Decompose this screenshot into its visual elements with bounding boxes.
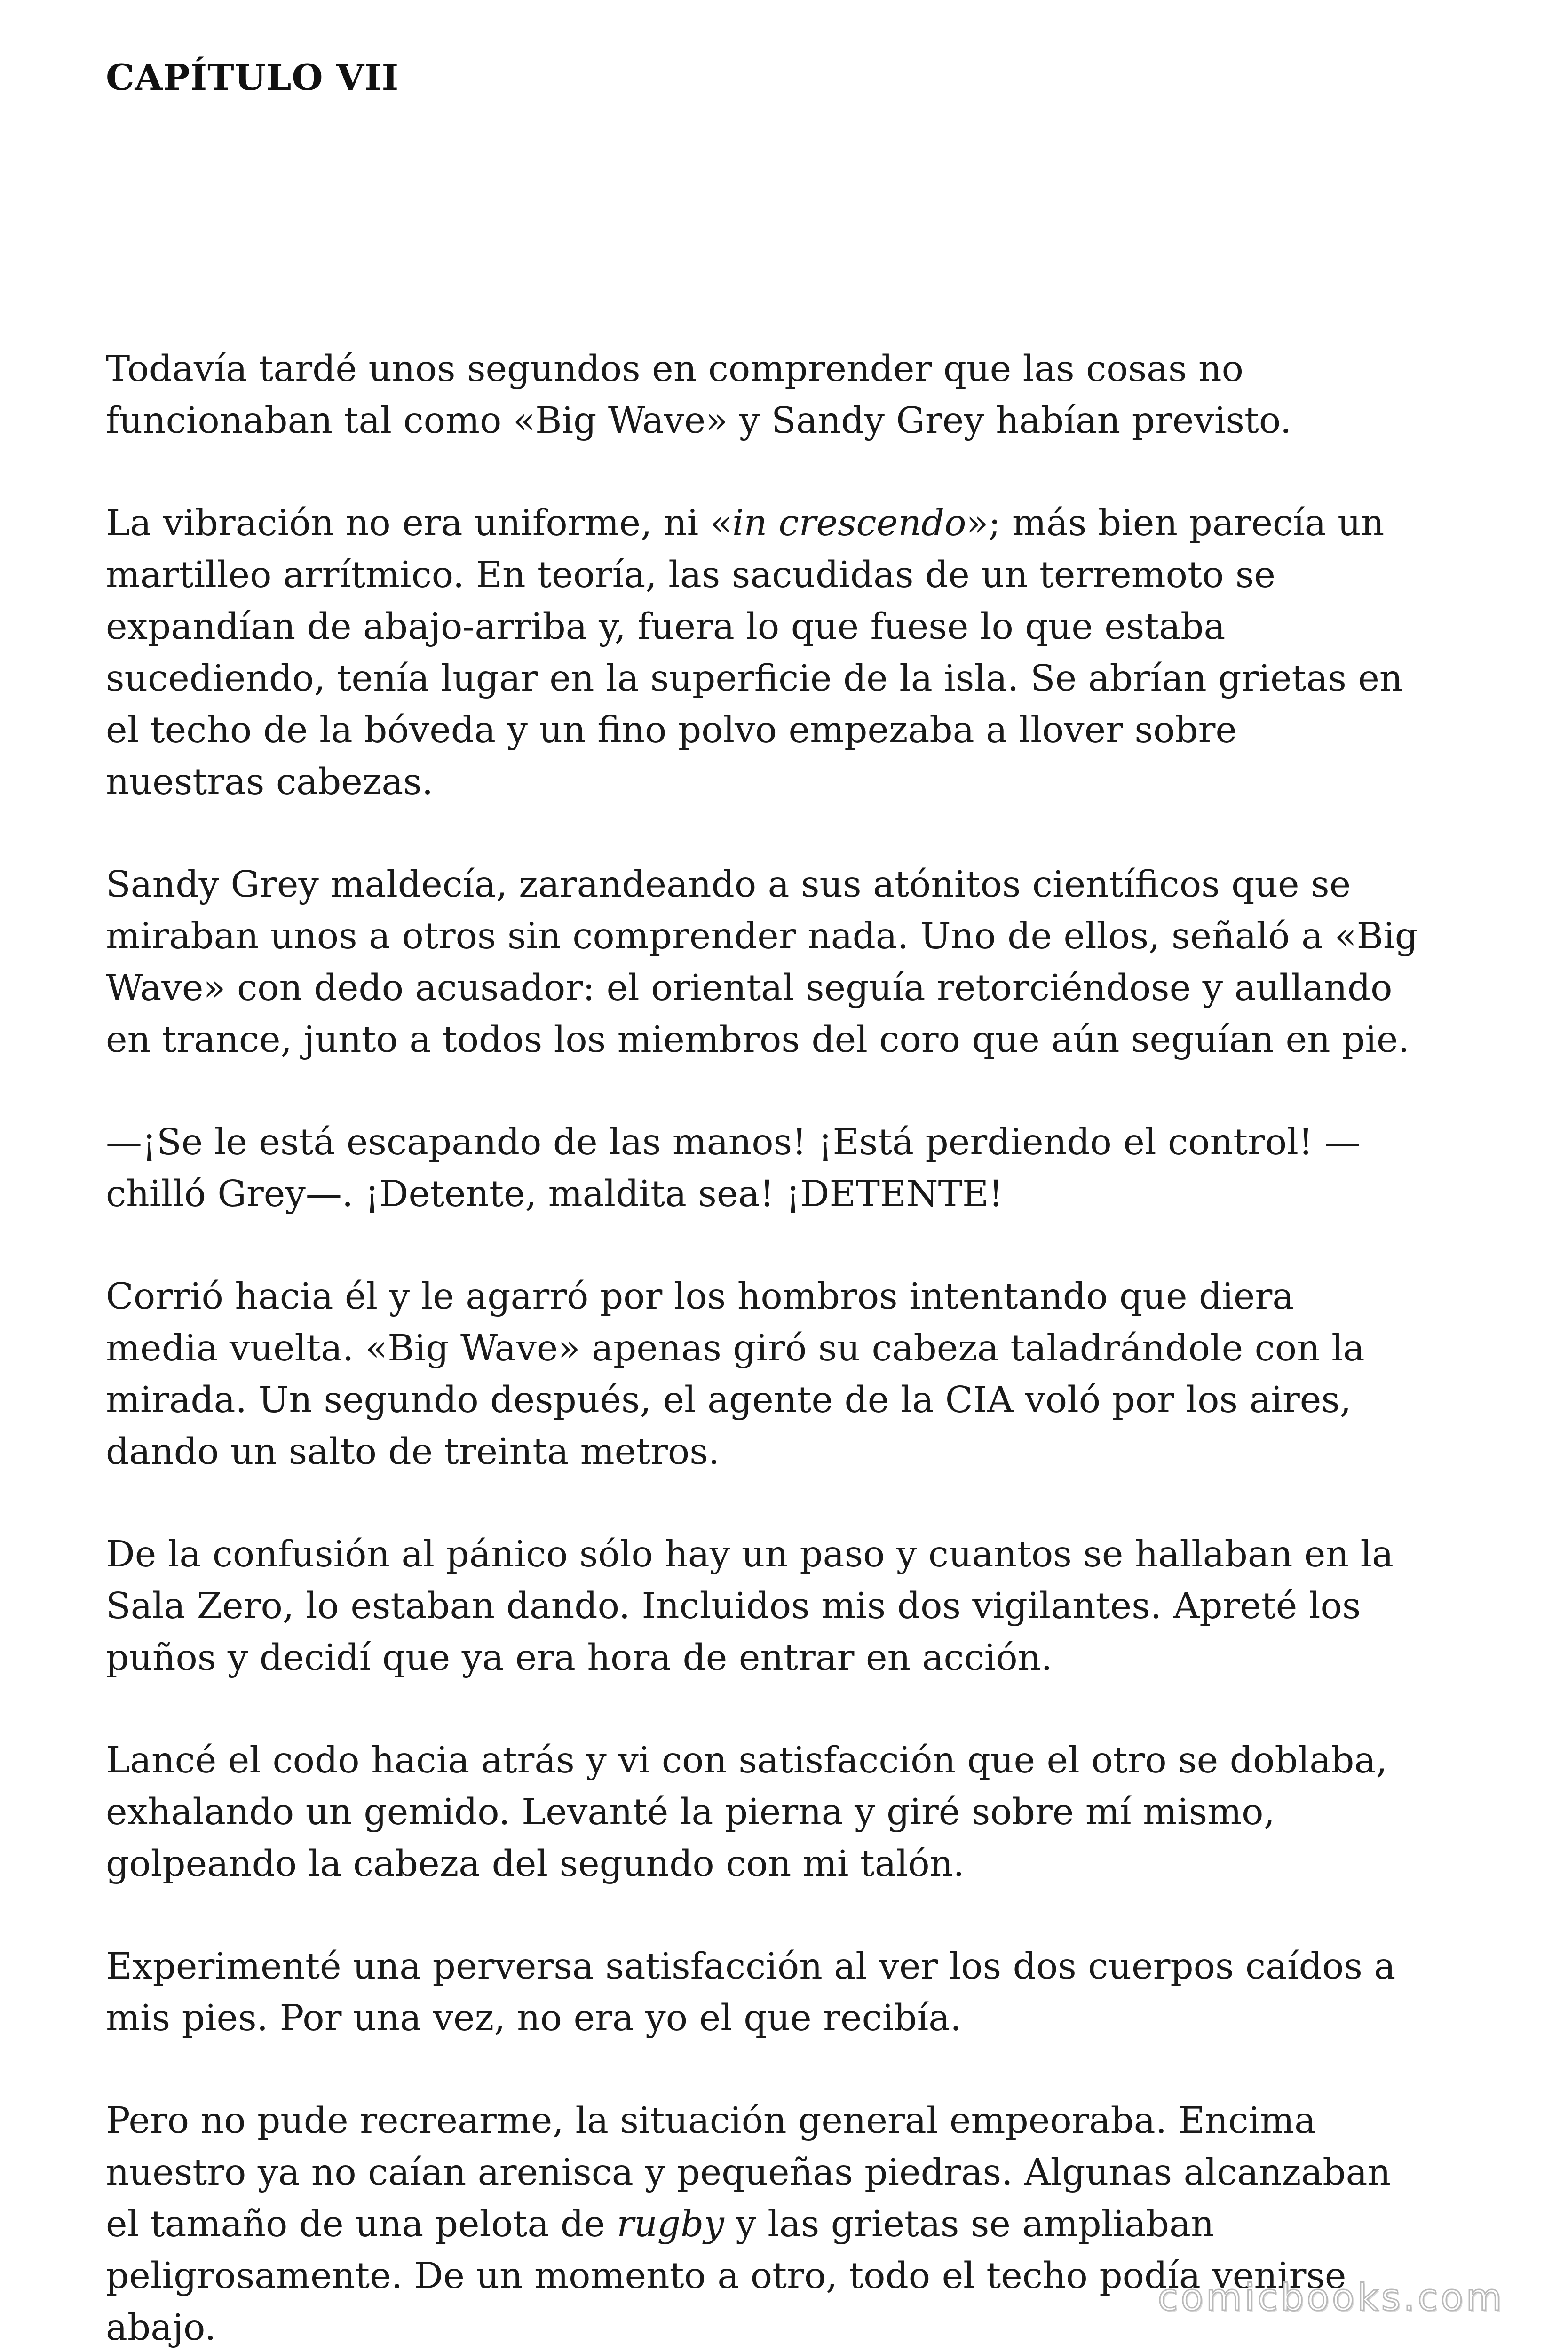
text-line: Pero no pude recrearme, la situación general empeoraba. Encima <box>106 2100 1316 2142</box>
text-line: puños y decidí que ya era hora de entrar en acción. <box>106 1637 1053 1679</box>
italic-phrase: in crescendo <box>732 502 966 544</box>
text-line: Experimenté una perversa satisfacción al ver los dos cuerpos caídos a <box>106 1946 1396 1987</box>
text-line: funcionaban tal como «Big Wave» y Sandy Grey habían previsto. <box>106 400 1292 442</box>
text-line: abajo. <box>106 2307 216 2349</box>
text-line: Sala Zero, lo estaban dando. Incluidos mis dos vigilantes. Apreté los <box>106 1585 1361 1627</box>
text-line: martilleo arrítmico. En teoría, las sacudidas de un terremoto se <box>106 554 1275 596</box>
paragraph-1 <box>106 343 1484 447</box>
text-line <box>106 2199 1484 2250</box>
paragraph-2 <box>106 498 1484 808</box>
chapter-title: CAPÍTULO VII <box>106 56 399 98</box>
paragraph-7 <box>106 1735 1484 1890</box>
text-line: exhalando un gemido. Levanté la pierna y giré sobre mí mismo, <box>106 1791 1275 1833</box>
paragraph-8 <box>106 1941 1484 2044</box>
text-line: —¡Se le está escapando de las manos! ¡Está perdiendo el control! — <box>106 1121 1361 1163</box>
text-line: mirada. Un segundo después, el agente de la CIA voló por los aires, <box>106 1379 1352 1421</box>
text-run: »; más bien parecía un <box>966 502 1385 544</box>
text-line: nuestras cabezas. <box>106 761 434 803</box>
paragraph-3 <box>106 859 1484 1066</box>
text-line: sucediendo, tenía lugar en la superficie de la isla. Se abrían grietas en <box>106 658 1403 699</box>
text-line: miraban unos a otros sin comprender nada. Uno de ellos, señaló a «Big <box>106 915 1418 957</box>
text-line: chilló Grey—. ¡Detente, maldita sea! ¡DETENTE! <box>106 1173 1004 1215</box>
text-line: peligrosamente. De un momento a otro, todo el techo podía venirse <box>106 2255 1346 2297</box>
text-line: mis pies. Por una vez, no era yo el que recibía. <box>106 1997 962 2039</box>
text-line: De la confusión al pánico sólo hay un paso y cuantos se hallaban en la <box>106 1534 1394 1575</box>
text-line: Todavía tardé unos segundos en comprender que las cosas no <box>106 348 1243 390</box>
paragraph-4 <box>106 1117 1484 1220</box>
text-run: el tamaño de una pelota de <box>106 2203 617 2245</box>
chapter-body <box>106 343 1484 2352</box>
text-line: Corrió hacia él y le agarró por los hombros intentando que diera <box>106 1276 1294 1318</box>
text-line: dando un salto de treinta metros. <box>106 1431 720 1473</box>
italic-phrase: rugby <box>617 2203 724 2245</box>
text-line: en trance, junto a todos los miembros del coro que aún seguían en pie. <box>106 1019 1410 1061</box>
text-run: La vibración no era uniforme, ni « <box>106 502 732 544</box>
text-line: media vuelta. «Big Wave» apenas giró su cabeza taladrándole con la <box>106 1327 1365 1369</box>
text-run: y las grietas se ampliaban <box>724 2203 1214 2245</box>
text-line <box>106 498 1484 549</box>
text-line: Sandy Grey maldecía, zarandeando a sus atónitos científicos que se <box>106 864 1351 906</box>
text-line: Wave» con dedo acusador: el oriental seguía retorciéndose y aullando <box>106 967 1393 1009</box>
paragraph-6 <box>106 1529 1484 1684</box>
paragraph-5 <box>106 1271 1484 1478</box>
text-line: expandían de abajo-arriba y, fuera lo que fuese lo que estaba <box>106 606 1226 648</box>
watermark-logo: comicbooks.com <box>1157 2277 1505 2319</box>
text-line: Lancé el codo hacia atrás y vi con satisfacción que el otro se doblaba, <box>106 1740 1387 1781</box>
text-line: el techo de la bóveda y un fino polvo empezaba a llover sobre <box>106 709 1237 751</box>
text-line: golpeando la cabeza del segundo con mi talón. <box>106 1843 965 1885</box>
text-line: nuestro ya no caían arenisca y pequeñas piedras. Algunas alcanzaban <box>106 2152 1391 2193</box>
